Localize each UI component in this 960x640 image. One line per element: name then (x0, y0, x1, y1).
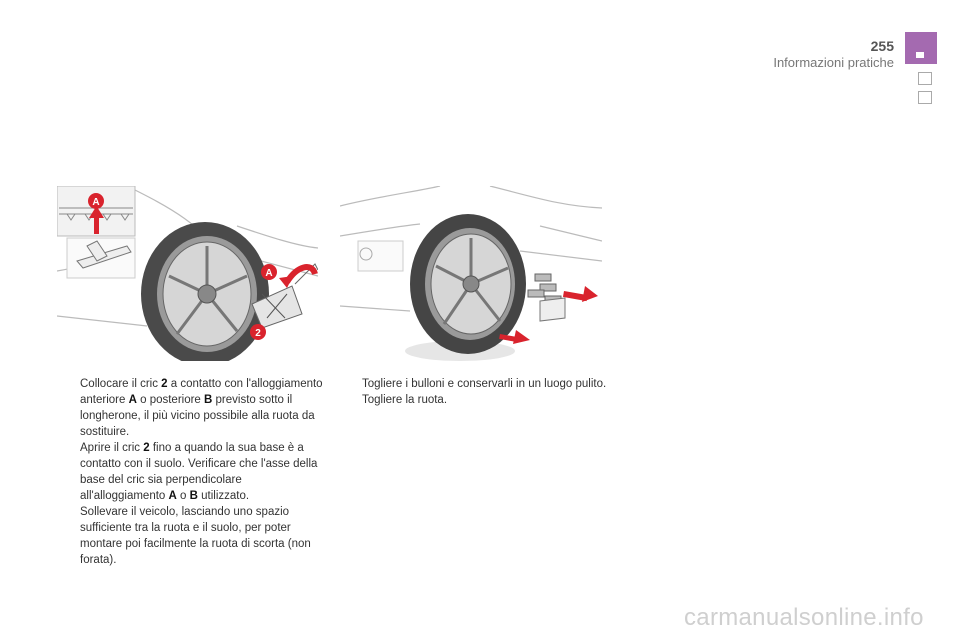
marker-a-top-label: A (92, 197, 100, 208)
step-position-jack: Collocare il cric 2 a contatto con l'alloggiamento anteriore A o posteriore B previsto sotto il longherone, il più vicino possibile alla ruota da sostituire. (80, 378, 323, 438)
instructions-column-1 (60, 376, 325, 568)
step-remove-bolts: Togliere i bulloni e conservarli in un luogo pulito. (362, 378, 607, 390)
step-open-jack: Aprire il cric 2 fino a quando la sua base è a contatto con il suolo. Verificare che l'asse della base del cric sia perpendicolare all'alloggiamento A o B utilizzato. (80, 442, 318, 502)
page-number: 255 (870, 38, 894, 54)
step-remove-wheel: Togliere la ruota. (362, 394, 448, 406)
marker-a-jack-label: A (265, 268, 273, 279)
section-tab (905, 32, 937, 64)
tab-box-1 (918, 72, 932, 85)
jack-base (540, 298, 565, 321)
marker-2-label: 2 (255, 328, 261, 339)
wheel-removal-illustration (340, 186, 602, 361)
instructions-column-2 (342, 376, 607, 408)
section-title: Informazioni pratiche (773, 55, 894, 70)
lift-arrow (94, 216, 99, 234)
jack-placement-illustration (57, 186, 318, 361)
watermark: carmanualsonline.info (684, 604, 924, 631)
tab-box-2 (918, 91, 932, 104)
tab-marker (916, 52, 924, 58)
step-raise-vehicle: Sollevare il veicolo, lasciando uno spazio sufficiente tra la ruota e il suolo, per poter montare poi facilmente la ruota di scorta (non forata). (80, 506, 311, 566)
